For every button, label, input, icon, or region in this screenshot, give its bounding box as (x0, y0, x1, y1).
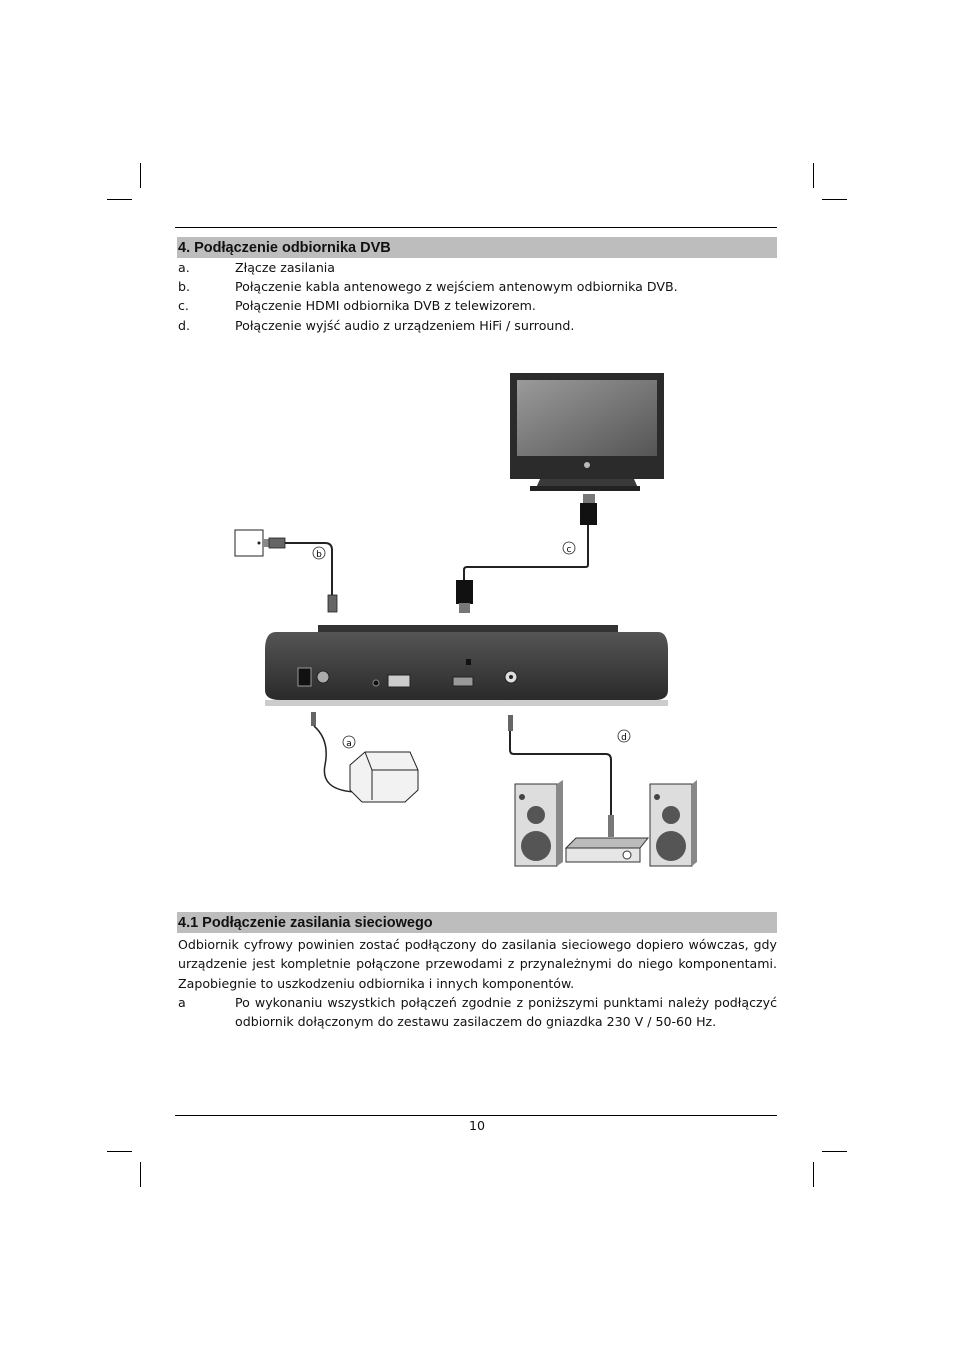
crop-mark (822, 1151, 847, 1152)
label-a (343, 736, 355, 749)
item-text: Po wykonaniu wszystkich połączeń zgodnie z poniższymi punktami należy podłączyć odbiornik dołączonym do zestawu zasilaczem do gniazdka 230 V / 50-60 Hz. (235, 995, 777, 1030)
crop-mark (813, 1162, 814, 1187)
list-item (178, 993, 777, 1032)
hdmi-cable (456, 494, 597, 613)
bottom-rule (175, 1115, 777, 1116)
crop-mark (140, 1162, 141, 1187)
label-d (618, 730, 630, 743)
dvb-receiver-illustration (265, 625, 668, 706)
label-c (563, 542, 575, 555)
svg-text:d: d (621, 733, 627, 743)
crop-mark (107, 1151, 132, 1152)
svg-text:a: a (346, 739, 352, 749)
section-heading: 4.1 Podłączenie zasilania sieciowego (177, 912, 777, 933)
item-key: d. (178, 318, 190, 333)
svg-text:c: c (566, 545, 572, 555)
antenna-cable (235, 530, 337, 612)
svg-text:b: b (316, 550, 322, 560)
tv-illustration (510, 373, 664, 491)
label-b (313, 547, 325, 560)
item-key: a. (178, 260, 190, 275)
item-text: Złącze zasilania (235, 260, 336, 275)
item-text: Połączenie HDMI odbiornika DVB z telewizorem. (235, 298, 536, 313)
paragraph: Odbiornik cyfrowy powinien zostać podłączony do zasilania sieciowego dopiero wówczas, gdy urządzenie jest kompletnie połączone przewodami z przynależnymi do niego komponentami. Zapobiegnie to uszkodzeniu odbiornika i innych komponentów. (178, 937, 777, 991)
hifi-system (515, 780, 697, 866)
power-adapter (311, 712, 418, 802)
page-number: 10 (468, 1118, 486, 1133)
item-key: a (178, 995, 186, 1010)
item-key: b. (178, 279, 190, 294)
item-key: c. (178, 298, 189, 313)
item-text: Połączenie kabla antenowego z wejściem antenowym odbiornika DVB. (235, 279, 678, 294)
section-heading: 4. Podłączenie odbiornika DVB (177, 237, 777, 258)
item-text: Połączenie wyjść audio z urządzeniem HiFi / surround. (235, 318, 575, 333)
